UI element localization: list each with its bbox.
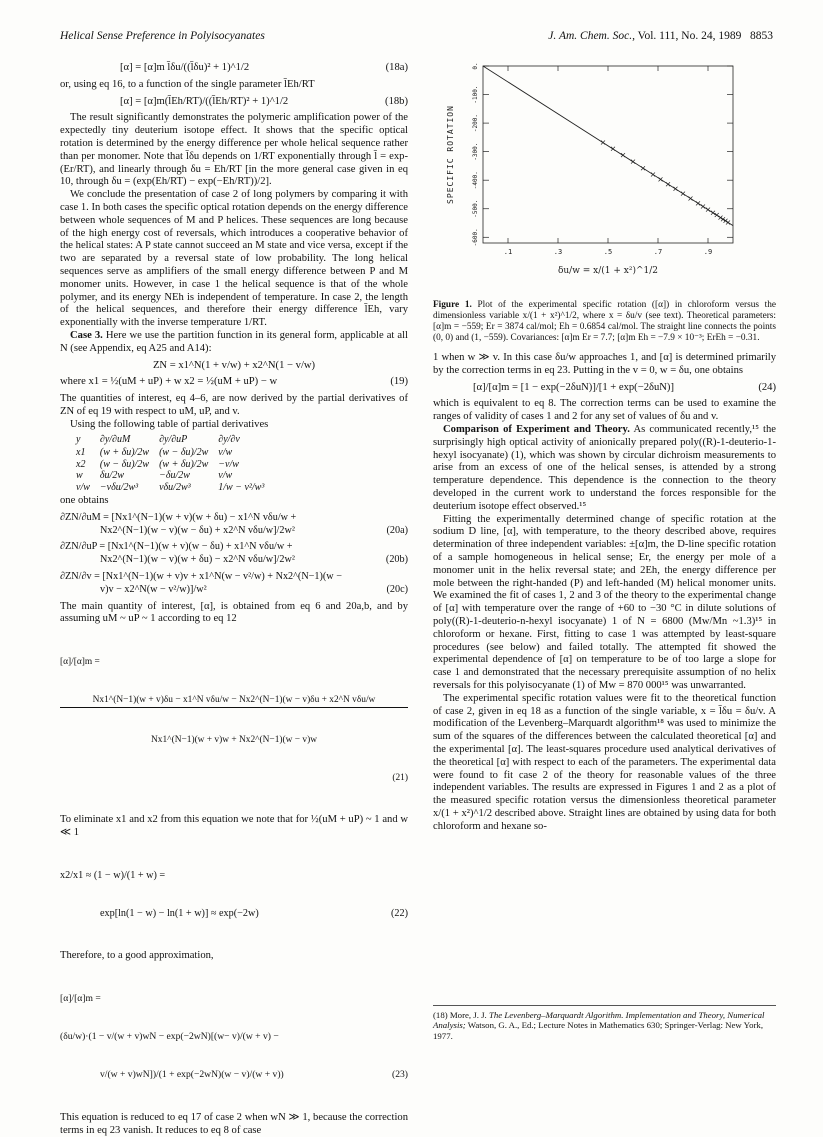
data-point xyxy=(719,216,723,220)
paragraph: This equation is reduced to eq 17 of case 2 when wN ≫ 1, because the correction terms in eq 23 vanish. It reduces to eq 8 of case xyxy=(60,1111,408,1136)
journal-name: J. Am. Chem. Soc., xyxy=(548,30,635,42)
paragraph: The result significantly demonstrates the polymeric amplification power of the expectedly tiny deuterium isotope effect. It shows that the specific optical rotation is determined by the energy difference per whole helical sequence rather than per monomer. Note that l̄δu depends on 1/RT exponentially through l̄ = exp-(Er/RT), and linearly through δu = Eh/RT [in the more general case given in eq 10, through δu = (exp(Eh/RT) − exp(−Eh/RT))/2]. xyxy=(60,112,408,188)
x-tick-label: .7 xyxy=(653,248,663,256)
paragraph: We conclude the presentation of case 2 of long polymers by comparing it with case 1. In both cases the specific optical rotation depends on the energy difference between whole sequences of M and P helices. These sequences are long because of the high energy cost of reversals, which introduces a cooperative behavior of the helical states: A P state cannot succeed an M state and vice versa, except if the two are separated by a reversal state of low probability. The long helical sequences serve as amplifiers of the small energy difference between P and M monomer units. However, in case 1 the helical sequence is that of the whole polymer, and its energy NEh is independent of temperature. In case 2, the length of the helical sequences, and therefore their energy difference l̄Eh, vary exponentially with the inverse temperature 1/RT. xyxy=(60,189,408,329)
data-point xyxy=(621,153,625,157)
x-tick-label: .1 xyxy=(503,248,513,256)
y-tick-label: -400. xyxy=(472,171,479,190)
y-tick-label: 0. xyxy=(472,62,479,70)
paragraph: Therefore, to a good approximation, xyxy=(60,950,214,962)
paragraph: 1 when w ≫ v. In this case δu/w approaches 1, and [α] is determined primarily by the correction terms in eq 23. Putting in the v = 0, w = δu, one obtains xyxy=(433,352,776,376)
page-number: 8853 xyxy=(750,30,773,42)
table-row: v/w −vδu/2w³ vδu/2w³ 1/w − v²/w³ xyxy=(76,481,265,493)
y-tick-label: -300. xyxy=(472,142,479,161)
equation-20b: ∂ZN/∂uP = [Nx1^(N−1)(w + v)(w − δu) + x1^N vδu/w + Nx2^(N−1)(w − v)(w + δu) − x2^N vδu/w]/2w² (20b) xyxy=(60,541,408,566)
section-heading: Case 3. xyxy=(70,329,103,341)
data-point xyxy=(711,211,715,215)
left-column xyxy=(60,58,408,1137)
y-tick-label: -200. xyxy=(472,114,479,133)
paragraph: Case 3. Here we use the partition function in its general form, applicable at all N (see Appendix, eq A25 and A14): xyxy=(60,329,408,354)
equation-18b: [α] = [α]m(l̄Eh/RT)/((l̄Eh/RT)² + 1)^1/2 (18b) xyxy=(120,95,408,107)
paragraph: one obtains xyxy=(60,495,109,507)
caption-label: Figure 1. xyxy=(433,300,472,310)
data-point xyxy=(651,172,655,176)
equation-24: [α]/[α]m = [1 − exp(−2δuN)]/[1 + exp(−2δuN)] (24) xyxy=(473,381,776,393)
y-tick-label: -500. xyxy=(472,199,479,218)
paragraph: Using the following table of partial derivatives xyxy=(70,418,269,430)
y-tick-label: -100. xyxy=(472,85,479,104)
data-point xyxy=(601,141,605,145)
journal-citation xyxy=(548,30,773,42)
data-point xyxy=(631,160,635,164)
footnote: (18) More, J. J. The Levenberg–Marquardt Algorithm. Implementation and Theory, Numerical Analysis; Watson, G. A., Ed.; Lecture Notes in Mathematics 630; Springer-Verlag: New York, 1977. xyxy=(433,1005,776,1041)
data-point xyxy=(701,204,705,208)
plot-frame xyxy=(483,66,733,243)
data-point xyxy=(674,187,678,191)
journal-volume: Vol. 111, No. 24, 1989 xyxy=(637,30,742,42)
data-point xyxy=(696,201,700,205)
paragraph: Fitting the experimentally determined change of specific rotation at the sodium D line, [α], with temperature, to the theory described above, requires determination of three independent variables: ±[α]m, the D-line specific rotation of a sample homogeneous in helical sense; Er, the energy per mole of a monomer unit in the helix reversal state; and 2Eh, the energy difference per mole between the right-handed (P) and left-handed (M) helical monomer units. We examined the fit of cases 1, 2 and 3 of the theory to the experimental change of [α] with temperature over the range of +60 to −30 °C in dilute solutions of poly((R)-1-deuterio-n-hexyl isocyanate) 1 of N = 6800 (Mw/Mn ~1.3)¹⁵ in chloroform or hexane. First, fitting to case 1 was attempted by least-square procedures (see below) and failed totally. The attempted fit showed the experimental dependence of [α] on temperature to be of too large a slope for case 1 and demonstrated that the necessary prerequisite assumption of no helix reversals for this polyisocyanate (1) of Mw = 870 000¹⁵ was unwarranted. xyxy=(433,513,776,691)
equation-20c: ∂ZN/∂v = [Nx1^(N−1)(w + v)v + x1^N(w − v²/w) + Nx2^(N−1)(w − v)v − x2^N(w − v²/w)]/w² (20c) xyxy=(60,571,408,595)
table-row: w δu/2w −δu/2w v/w xyxy=(76,470,233,482)
paragraph: The quantities of interest, eq 4–6, are now derived by the partial derivatives of ZN of eq 19 with respect to uM, uP, and v. xyxy=(60,393,408,417)
data-point xyxy=(641,166,645,170)
paragraph: To eliminate x1 and x2 from this equation we note that for ½(uM + uP) ~ 1 and w ≪ 1 xyxy=(60,814,408,839)
section-heading: Comparison of Experiment and Theory. xyxy=(443,423,630,435)
y-tick-label: -600. xyxy=(472,228,479,247)
equation-22: x2/x1 ≈ (1 − w)/(1 + w) = exp[ln(1 − w) − ln(1 + w)] ≈ exp(−2w) (22) xyxy=(60,869,408,919)
x-tick-label: .5 xyxy=(603,248,613,256)
x-axis-label: δu/w = x/(1 + x²)^1/2 xyxy=(557,266,659,276)
equation-19a: ZN = x1^N(1 + v/w) + x2^N(1 − v/w) xyxy=(152,359,316,371)
table-row: x2 (w − δu)/2w (w + δu)/2w −v/w xyxy=(76,458,239,470)
y-axis-label: SPECIFIC ROTATION xyxy=(446,105,455,204)
data-point xyxy=(726,220,730,224)
figure-1 xyxy=(433,58,776,298)
paragraph: which is equivalent to eq 8. The correction terms can be used to examine the ranges of validity of cases 1 and 2 for any set of values of δu and v. xyxy=(433,398,776,423)
equation-19b: where x1 = ½(uM + uP) + w x2 = ½(uM + uP) − w (19) xyxy=(60,376,408,388)
paragraph: The main quantity of interest, [α], is obtained from eq 6 and 20a,b, and by assuming uM ~ uP ~ 1 according to eq 12 xyxy=(60,600,408,625)
figure-caption: Figure 1. Plot of the experimental specific rotation ([α]) in chloroform versus the dimensionless variable x/(1 + x²)^1/2, where x = δu/v (see text). Theoretical parameters: [α]m = −559; Er = 3874 cal/mol; Eh = 0.6854 cal/mol. The straight line connects the points (0, 0) and (1, −559). Covariances: [α]m Er = 7.7; [α]m Eh = −7.9 × 10⁻³; ErEh = −0.31. xyxy=(433,300,776,343)
equation-21: [α]/[α]m = Nx1^(N−1)(w + v)δu − x1^N vδu/w − Nx2^(N−1)(w − v)δu + x2^N vδu/w Nx1^(N−1)(w + v)w + Nx2^(N−1)(w − v)w (21) xyxy=(60,656,408,783)
equation-18a: [α] = [α]m l̄δu/((l̄δu)² + 1)^1/2 (18a) xyxy=(120,62,408,73)
x-tick-label: .3 xyxy=(553,248,563,256)
data-point xyxy=(715,213,719,217)
data-point xyxy=(611,147,615,151)
paragraph: Comparison of Experiment and Theory. As communicated recently,¹⁵ the surprisingly high optical activity of anionically prepared poly((R)-1-deuterio-1-hexyl isocyanate) (1), which was shown by circular dichroism measurements to arise from an excess of one of the helical senses, is attended by a strong temperature dependence. This dependence is the connection to the theory developed in the current work to understand the forces responsible for the deuterium isotope effect observed.¹⁵ xyxy=(433,423,776,512)
fit-line xyxy=(483,66,733,226)
data-point xyxy=(689,196,693,200)
equation-20a: ∂ZN/∂uM = [Nx1^(N−1)(w + v)(w + δu) − x1^N vδu/w + Nx2^(N−1)(w − v)(w − δu) + x2^N vδu/w]/2w² (20a) xyxy=(60,511,408,536)
paragraph: or, using eq 16, to a function of the single parameter l̄Eh/RT xyxy=(60,78,315,90)
specific-rotation-chart xyxy=(433,58,776,298)
data-point xyxy=(659,177,663,181)
equation-23: [α]/[α]m = (δu/w)·(1 − v/(w + v)wN − exp(−2wN)[(w− v)/(w + v) − v/(w + v)wN])/(1 + exp(−2wN)(w − v)/(w + v)) (23) xyxy=(60,992,408,1081)
partial-derivatives-table xyxy=(76,434,274,494)
data-point xyxy=(666,182,670,186)
table-header-row: y ∂y/∂uM ∂y/∂uP ∂y/∂v xyxy=(76,433,240,445)
paragraph: The experimental specific rotation values were fit to the theoretical function of case 2, given in eq 18 as a function of the single variable, x = l̄δu = δu/v. A modification of the Levenberg–Marquardt algorithm¹⁸ was used to minimize the sum of the squares of the differences between the calculated theoretical [α] and the experimental [α]. The least-squares procedure used analytical derivatives of the theoretical [α] with respect to each of the parameters. The experimental data were found to fit case 2 of the theory for reasonable values of the three independent variables. The results are expressed in Figures 1 and 2 as a plot of the measured specific rotation versus the dimensionless theoretical parameter x/(1 + x²)^1/2 described above. Straight lines are obtained by using data for both chloroform and hexane so- xyxy=(433,692,776,832)
x-tick-label: .9 xyxy=(703,248,713,256)
data-point xyxy=(681,192,685,196)
table-row: x1 (w + δu)/2w (w − δu)/2w v/w xyxy=(76,447,233,459)
right-column xyxy=(433,58,776,833)
running-title: Helical Sense Preference in Polyisocyanates xyxy=(60,30,265,42)
data-point xyxy=(706,208,710,212)
